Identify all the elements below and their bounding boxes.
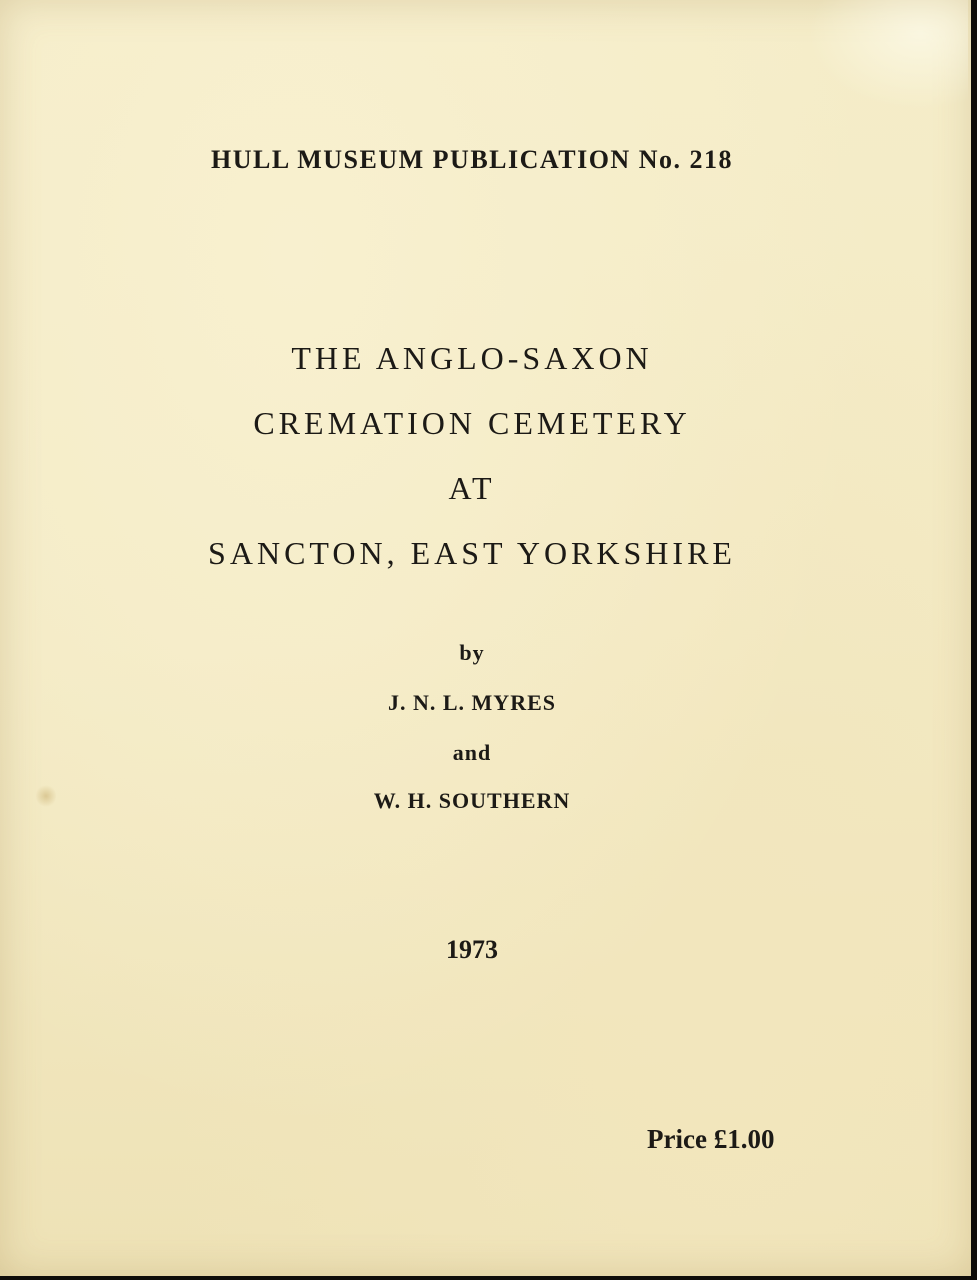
title-line-1: THE ANGLO-SAXON — [291, 340, 653, 376]
title-line-2: CREMATION CEMETERY — [253, 405, 691, 441]
and-label: and — [452, 740, 492, 765]
title-line-4: SANCTON, EAST YORKSHIRE — [208, 535, 736, 571]
author-1: J. N. L. MYRES — [387, 690, 556, 715]
author-2: W. H. SOUTHERN — [373, 788, 571, 813]
publication-year: 1973 — [446, 935, 498, 964]
series-heading: HULL MUSEUM PUBLICATION No. 218 — [210, 145, 733, 174]
scan-edge-right — [971, 0, 977, 1280]
scan-edge-bottom — [0, 1276, 977, 1280]
price-label: Price £1.00 — [647, 1124, 775, 1154]
title-line-3: AT — [448, 470, 496, 506]
worn-corner — [808, 0, 968, 110]
by-label: by — [459, 640, 485, 665]
